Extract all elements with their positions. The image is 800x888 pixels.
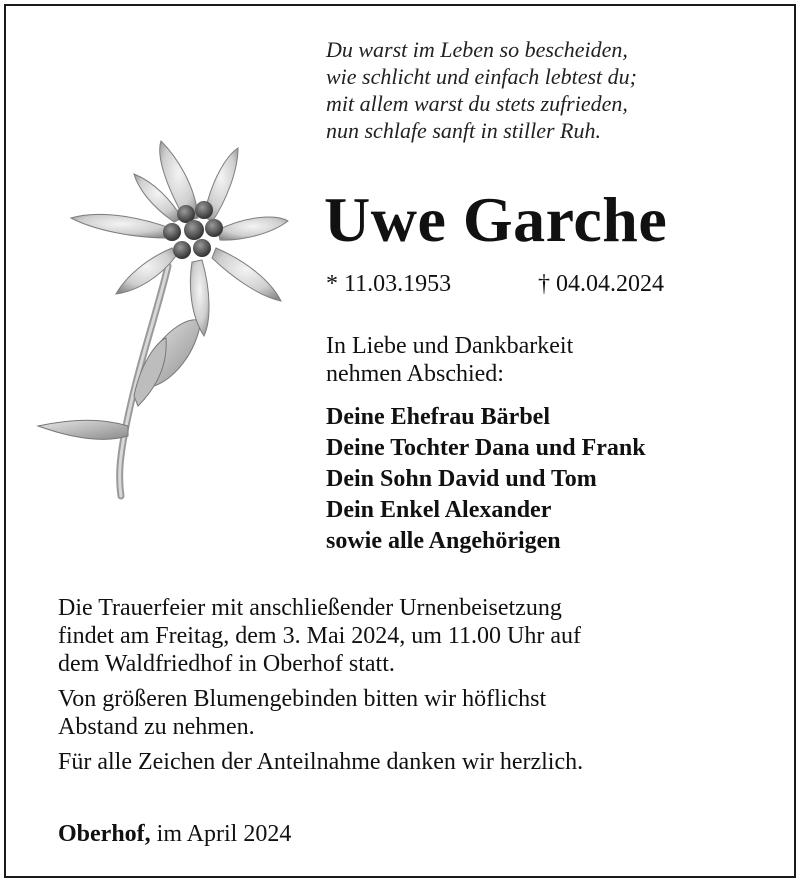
poem-line: nun schlafe sanft in stiller Ruh. [326,118,601,143]
funeral-paragraph [58,594,583,678]
life-dates [326,270,664,298]
flowers-paragraph [58,685,583,741]
thanks-line: Für alle Zeichen der Anteilnahme danken wir herzlich. [58,749,584,775]
funeral-line: findet am Freitag, dem 3. Mai 2024, um 11.00 Uhr auf [58,623,582,649]
mourner: Deine Tochter Dana und Frank [326,435,646,461]
poem-line: wie schlicht und einfach lebtest du; [326,64,637,89]
edelweiss-icon [26,126,316,516]
poem-line: Du warst im Leben so bescheiden, [326,37,628,62]
mourner: Dein Sohn David und Tom [326,466,597,492]
thanks-paragraph [58,748,583,776]
funeral-line: Die Trauerfeier mit anschließender Urnenbeisetzung [58,595,562,621]
flowers-line: Von größeren Blumengebinden bitten wir höflichst [58,686,547,712]
mourner: Dein Enkel Alexander [326,497,552,523]
deceased-name: Uwe Garche [324,184,668,255]
closing-line [58,820,291,848]
flowers-line: Abstand zu nehmen. [58,714,255,740]
birth-date: * 11.03.1953 [326,271,452,297]
mourner: sowie alle Angehörigen [326,528,561,554]
ceremony-details [58,594,583,783]
farewell-text [326,332,573,388]
farewell-line: nehmen Abschied: [326,361,504,387]
mourners-list [326,402,646,557]
poem-line: mit allem warst du stets zufrieden, [326,91,628,116]
farewell-line: In Liebe und Dankbarkeit [326,333,574,359]
death-date: † 04.04.2024 [538,271,664,297]
obituary-notice [4,4,796,878]
poem [326,36,637,144]
funeral-line: dem Waldfriedhof in Oberhof statt. [58,651,395,677]
mourner: Deine Ehefrau Bärbel [326,404,550,430]
closing-place: Oberhof, [58,821,151,847]
closing-date: im April 2024 [156,821,292,847]
